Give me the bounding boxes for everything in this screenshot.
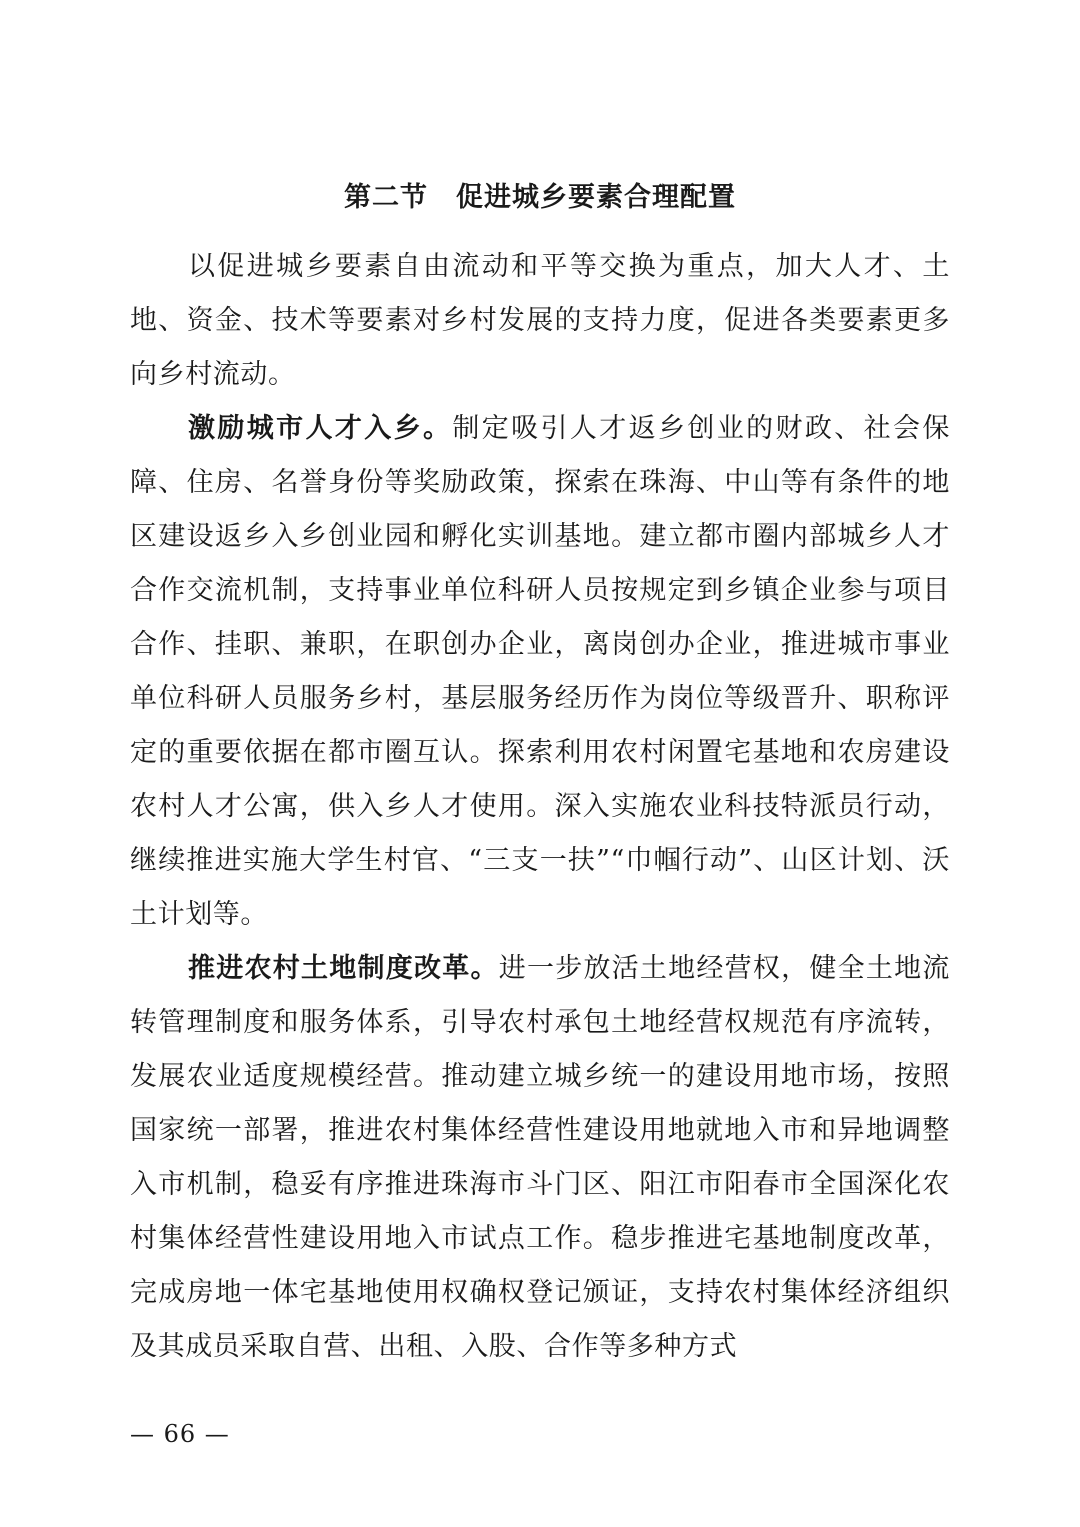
paragraph-talent-heading: 激励城市人才入乡。 xyxy=(188,413,453,444)
paragraph-intro xyxy=(130,240,950,402)
paragraph-intro-text: 以促进城乡要素自由流动和平等交换为重点，加大人才、土地、资金、技术等要素对乡村发展的支持力度，促进各类要素更多向乡村流动。 xyxy=(130,251,950,390)
paragraph-land-reform-text: 进一步放活土地经营权，健全土地流转管理制度和服务体系，引导农村承包土地经营权规范有序流转，发展农业适度规模经营。推动建立城乡统一的建设用地市场，按照国家统一部署，推进农村集体经营性建设用地就地入市和异地调整入市机制，稳妥有序推进珠海市斗门区、阳江市阳春市全国深化农村集体经营性建设用地入市试点工作。稳步推进宅基地制度改革，完成房地一体宅基地使用权确权登记颁证，支持农村集体经济组织及其成员采取自营、出租、入股、合作等多种方式 xyxy=(130,953,950,1362)
section-title: 第二节 促进城乡要素合理配置 xyxy=(344,182,736,213)
body-text xyxy=(130,240,950,1374)
page-number: — 66 — xyxy=(130,1420,230,1448)
paragraph-land-reform xyxy=(130,942,950,1374)
paragraph-land-reform-heading: 推进农村土地制度改革。 xyxy=(188,953,499,984)
paragraph-talent-text: 制定吸引人才返乡创业的财政、社会保障、住房、名誉身份等奖励政策，探索在珠海、中山等有条件的地区建设返乡入乡创业园和孵化实训基地。建立都市圈内部城乡人才合作交流机制，支持事业单位科研人员按规定到乡镇企业参与项目合作、挂职、兼职，在职创办企业，离岗创办企业，推进城市事业单位科研人员服务乡村，基层服务经历作为岗位等级晋升、职称评定的重要依据在都市圈互认。探索利用农村闲置宅基地和农房建设农村人才公寓，供入乡人才使用。深入实施农业科技特派员行动，继续推进实施大学生村官、“三支一扶”“巾帼行动”、山区计划、沃土计划等。 xyxy=(130,413,950,930)
paragraph-talent xyxy=(130,402,950,942)
